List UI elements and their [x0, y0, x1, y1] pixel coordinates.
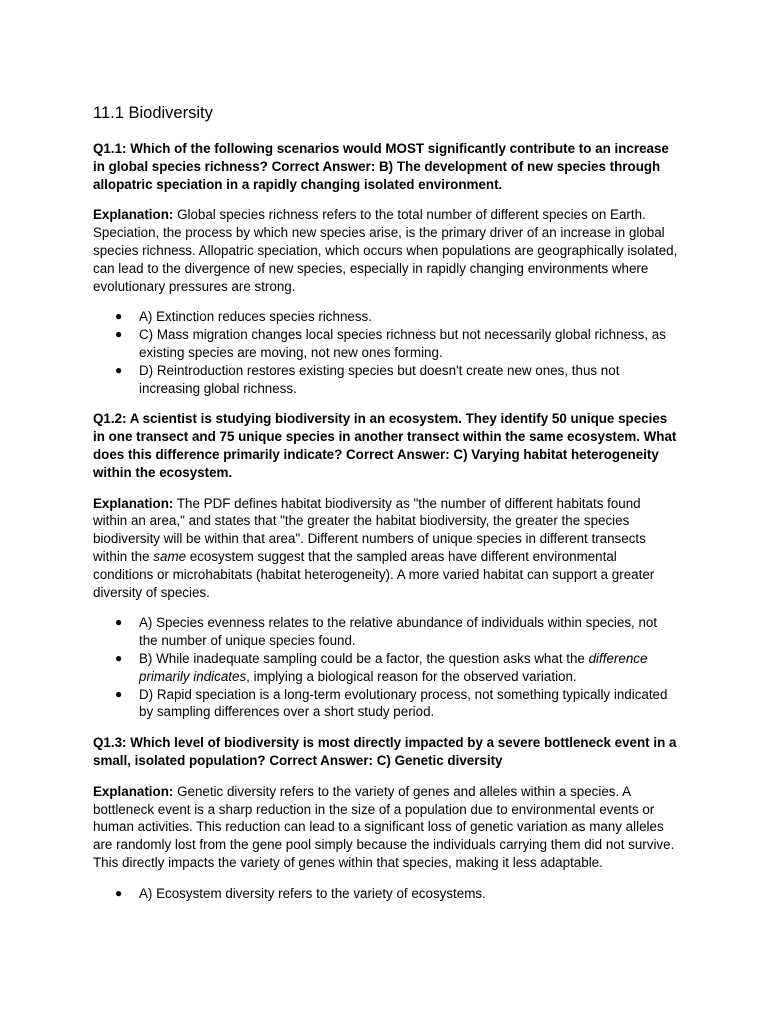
explanation-text: ecosystem suggest that the sampled areas have different environmental conditions or microhabitats (habitat heterogeneity). A more varied habitat can support a greater diversity of species. [93, 548, 655, 600]
distractor-list-1-2 [93, 614, 678, 721]
list-item: ● A) Extinction reduces species richness. [115, 309, 372, 325]
list-item: ● A) Species evenness relates to the relative abundance of individuals within species, not the number of unique species found. [115, 615, 658, 649]
bullet-icon: ● [115, 885, 123, 900]
bullet-icon: ● [115, 650, 123, 665]
explanation-text: Genetic diversity refers to the variety of genes and alleles within a species. A bottleneck event is a sharp reduction in the size of a population due to environmental events or human activities. This reduction can lead to a significant loss of genetic variation as many alleles are randomly lost from the gene pool simply because the individuals carrying them did not survive. This directly impacts the variety of genes within that species, making it less adaptable. [93, 783, 675, 870]
list-item: ● D) Rapid speciation is a long-term evolutionary process, not something typically indicated by sampling differences over a short study period. [115, 686, 668, 720]
explanation-label: Explanation: [93, 783, 174, 799]
section-title: 11.1 Biodiversity [93, 104, 213, 122]
list-item: ● B) While inadequate sampling could be a factor, the question asks what the difference primarily indicates, implying a biological reason for the observed variation. [115, 650, 648, 684]
bullet-icon: ● [115, 362, 123, 377]
explanation-text: Global species richness refers to the total number of different species on Earth. Speciation, the process by which new species arise, is the primary driver of an increase in global species richness. Allopatric speciation, which occurs when populations are geographically isolated, can lead to the divergence of new species, especially in rapidly changing environments where evolutionary pressures are strong. [93, 207, 678, 294]
explanation-1-2 [93, 495, 678, 602]
explanation-label: Explanation: [93, 495, 174, 511]
list-item: ● C) Mass migration changes local species richness but not necessarily global richness, as existing species are moving, not new ones forming. [115, 327, 666, 360]
question-1-3: Q1.3: Which level of biodiversity is most directly impacted by a severe bottleneck event in a small, isolated population? Correct Answer: C) Genetic diversity [93, 735, 677, 768]
emphasis-text: same [153, 548, 187, 564]
emphasis-text: difference primarily indicates [139, 650, 648, 684]
list-item: ● D) Reintroduction restores existing species but doesn't create new ones, thus not increasing global richness. [115, 362, 620, 396]
explanation-text: The PDF defines habitat biodiversity as "the number of different habitats found within an area," and states that "the greater the habitat biodiversity, the greater the species biodiversity will be within that area". Different numbers of unique species in different transects within the [93, 495, 646, 564]
explanation-1-1 [93, 206, 678, 295]
document-page [93, 101, 678, 915]
bullet-icon: ● [115, 327, 123, 342]
distractor-list-1-1 [93, 308, 678, 397]
distractor-list-1-3 [93, 885, 678, 903]
question-1-2: Q1.2: A scientist is studying biodiversity in an ecosystem. They identify 50 unique species in one transect and 75 unique species in another transect within the same ecosystem. What does this difference primarily indicate? Correct Answer: C) Varying habitat heterogeneity within the ecosystem. [93, 411, 677, 480]
explanation-1-3 [93, 783, 678, 872]
list-item: ● A) Ecosystem diversity refers to the variety of ecosystems. [115, 885, 486, 901]
explanation-label: Explanation: [93, 207, 174, 223]
question-1-1: Q1.1: Which of the following scenarios would MOST significantly contribute to an increase in global species richness? Correct Answer: B) The development of new species through allopatric speciation in a rapidly changing isolated environment. [93, 141, 669, 192]
bullet-icon: ● [115, 615, 123, 630]
bullet-icon: ● [115, 309, 123, 324]
bullet-icon: ● [115, 686, 123, 701]
